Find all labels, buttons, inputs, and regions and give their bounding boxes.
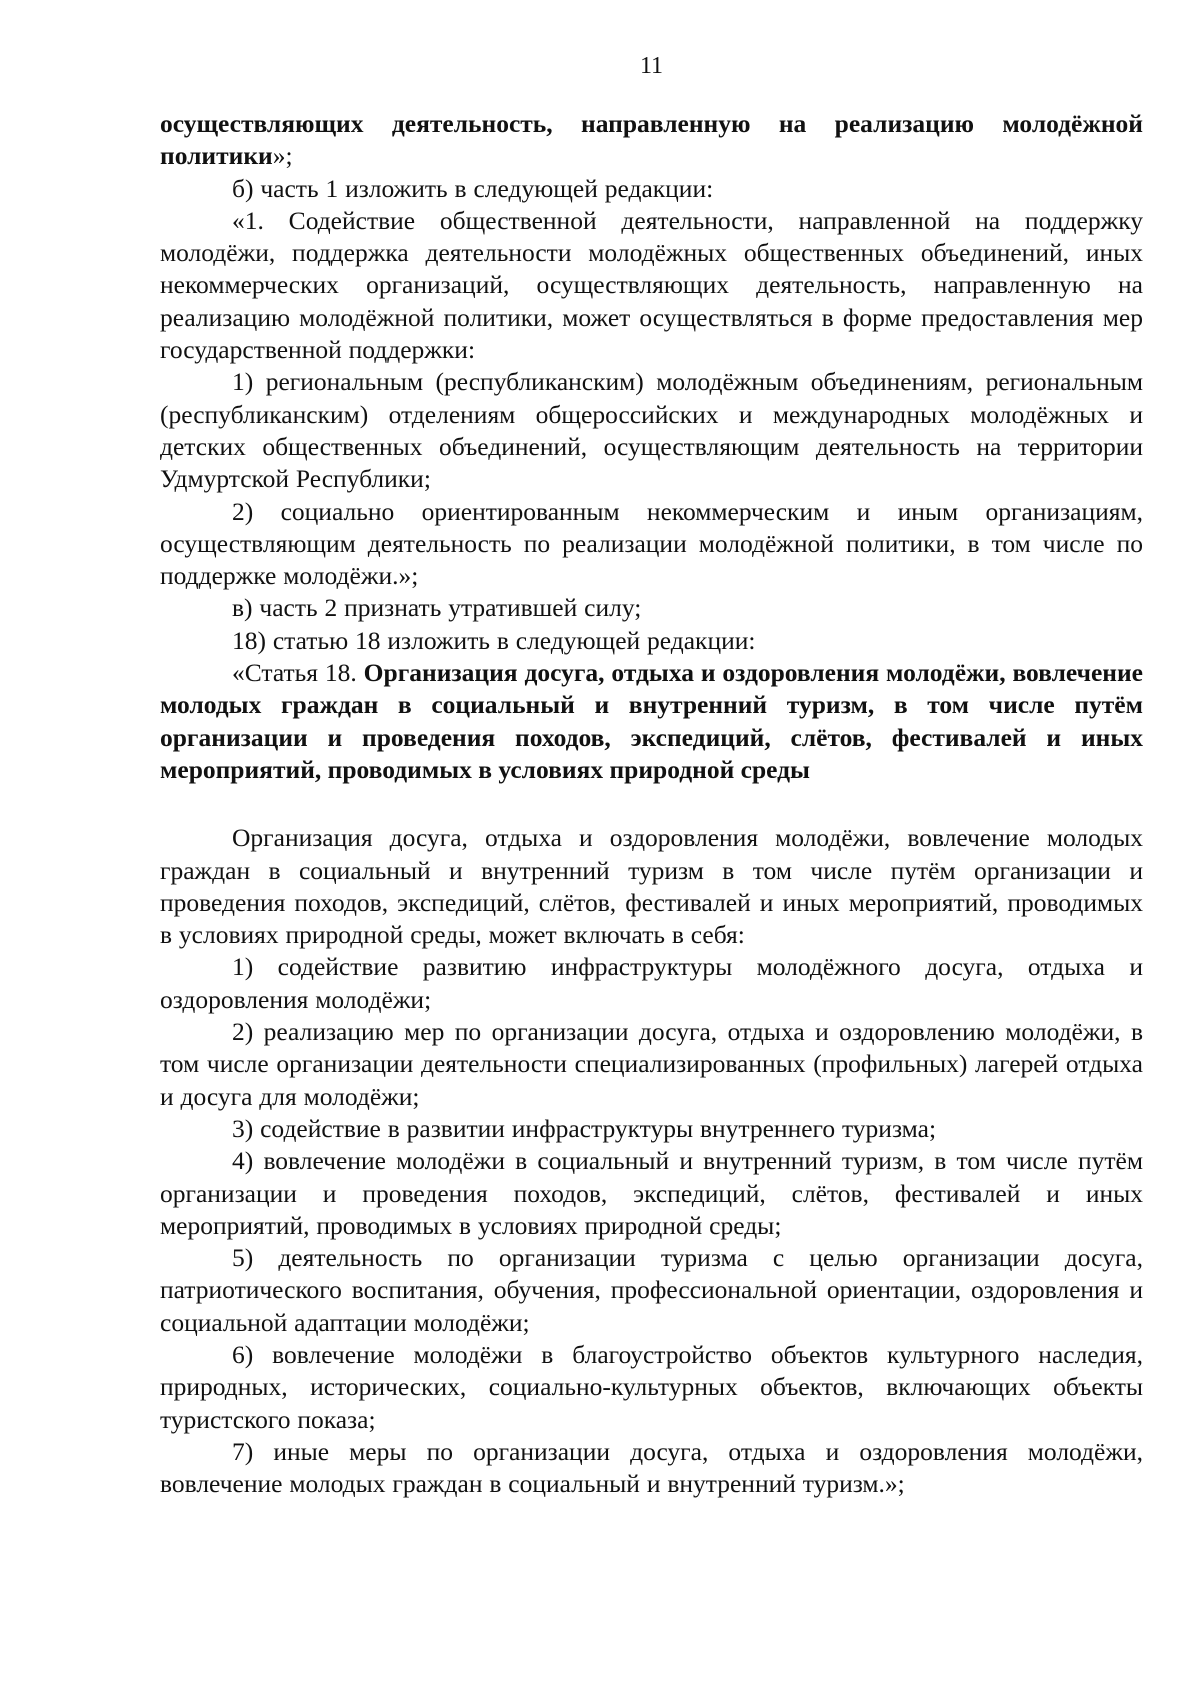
paragraph-article-item-3: 3) содействие в развитии инфраструктуры внутреннего туризма; — [232, 1113, 937, 1143]
paragraph-item-18: 18) статью 18 изложить в следующей редакции: — [232, 625, 756, 655]
document-page — [160, 52, 1143, 1500]
paragraph-article-intro: Организация досуга, отдыха и оздоровления молодёжи, вовлечение молодых граждан в социальный и внутренний туризм в том числе путём организации и проведения походов, экспедиций, слётов, фестивалей и иных мероприятий, проводимых в условиях природной среды, может включать в себя: — [160, 823, 1143, 950]
page-number: 11 — [639, 53, 664, 79]
article-heading — [160, 657, 1143, 786]
paragraph-list-item-1: 1) региональным (республиканским) молодёжным объединениям, региональным (республиканским) отделениям общероссийских и международных молодёжных и детских общественных объединений, осуществляющим деятельность на территории Удмуртской Республики; — [160, 367, 1143, 494]
paragraph-continuation — [160, 108, 1143, 173]
paragraph-list-item-2: 2) социально ориентированным некоммерческим и иным организациям, осуществляющим деятельность по реализации молодёжной политики, в том числе по поддержке молодёжи.»; — [160, 496, 1143, 591]
article-heading-prefix: «Статья 18. — [232, 658, 364, 688]
paragraph-article-item-6: 6) вовлечение молодёжи в благоустройство объектов культурного наследия, природных, исторических, социально-культурных объектов, включающих объекты туристского показа; — [160, 1339, 1143, 1434]
paragraph-item-v: в) часть 2 признать утратившей силу; — [232, 593, 642, 623]
paragraph-article-item-4: 4) вовлечение молодёжи в социальный и внутренний туризм, в том числе путём организации и проведения походов, экспедиций, слётов, фестивалей и иных мероприятий, проводимых в условиях природной среды; — [160, 1146, 1143, 1240]
paragraph-part-1: «1. Содействие общественной деятельности, направленной на поддержку молодёжи, поддержка деятельности молодёжных общественных объединений, иных некоммерческих организаций, осуществляющих деятельность, направленную на реализацию молодёжной политики, может осуществляться в форме предоставления мер государственной поддержки: — [160, 205, 1143, 365]
paragraph-article-item-7: 7) иные меры по организации досуга, отдыха и оздоровления молодёжи, вовлечение молодых граждан в социальный и внутренний туризм.»; — [160, 1436, 1143, 1499]
paragraph-article-item-5: 5) деятельность по организации туризма с целью организации досуга, патриотического воспитания, обучения, профессиональной ориентации, оздоровления и социальной адаптации молодёжи; — [160, 1243, 1143, 1337]
paragraph-tail: »; — [272, 141, 293, 171]
paragraph-article-item-1: 1) содействие развитию инфраструктуры молодёжного досуга, отдыха и оздоровления молодёжи; — [160, 952, 1143, 1014]
paragraph-item-b: б) часть 1 изложить в следующей редакции: — [232, 173, 714, 203]
article-heading-title: Организация досуга, отдыха и оздоровления молодёжи, вовлечение молодых граждан в социальный и внутренний туризм, в том числе путём организации и проведения походов, экспедиций, слётов, фестивалей и иных мероприятий, проводимых в условиях природной среды — [160, 658, 1143, 784]
paragraph-article-item-2: 2) реализацию мер по организации досуга, отдыха и оздоровлению молодёжи, в том числе организации деятельности специализированных (профильных) лагерей отдыха и досуга для молодёжи; — [160, 1017, 1143, 1111]
bold-text: осуществляющих деятельность, направленную на реализацию молодёжной политики — [160, 109, 1143, 171]
